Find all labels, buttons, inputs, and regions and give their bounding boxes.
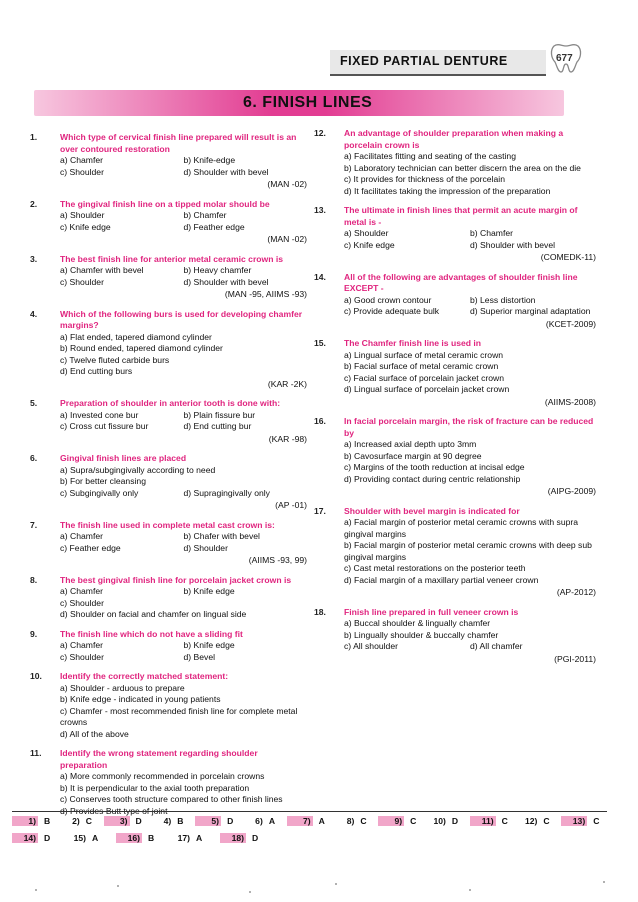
question-item xyxy=(30,199,307,246)
answer-value: C xyxy=(543,815,550,826)
answer-number: 14) xyxy=(12,833,38,843)
option: d) Superior marginal adaptation xyxy=(470,306,591,316)
question-text: Which of the following burs is used for developing chamfer margins? xyxy=(60,308,303,330)
question-text: Gingival finish lines are placed xyxy=(60,453,187,463)
option: c) Cast metal restorations on the posterior teeth xyxy=(344,563,526,573)
exam-source: (AP-2012) xyxy=(556,587,596,597)
question-number: 18. xyxy=(314,606,326,617)
question-text: In facial porcelain margin, the risk of fracture can be reduced by xyxy=(344,416,594,438)
answer-item xyxy=(12,833,64,843)
option: d) Lingual surface of porcelain jacket crown xyxy=(344,384,510,394)
answer-value: D xyxy=(227,815,234,826)
question-text: Identify the wrong statement regarding shoulder preparation xyxy=(60,748,258,770)
option: b) Facial surface of metal ceramic crown xyxy=(344,361,499,371)
option: a) Good crown contour xyxy=(344,294,432,305)
option-row xyxy=(60,488,307,500)
option: b) Chamfer xyxy=(183,210,227,220)
option: a) Shoulder xyxy=(344,228,389,238)
answer-row xyxy=(12,829,607,846)
question-item xyxy=(30,254,307,301)
exam-source: (KAR -98) xyxy=(268,433,307,444)
option: a) Facial margin of posterior metal ceramic crowns with supra gingival margins xyxy=(344,517,579,539)
option: a) Shoulder - arduous to prepare xyxy=(60,682,185,693)
option: d) Feather edge xyxy=(183,221,245,232)
question-number: 12. xyxy=(314,128,326,138)
option-row xyxy=(60,543,307,555)
answer-value: C xyxy=(501,815,508,826)
option: b) Round ended, tapered diamond cylinder xyxy=(60,343,223,353)
option-row xyxy=(60,410,307,422)
option: b) Knife-edge xyxy=(183,155,236,165)
question-text: The finish line used in complete metal cast crown is: xyxy=(60,519,275,530)
answer-value: C xyxy=(360,815,367,826)
option-row xyxy=(60,265,307,277)
option-list xyxy=(344,517,596,586)
question-item xyxy=(314,205,596,264)
option-list xyxy=(60,155,307,178)
option-list xyxy=(344,350,596,396)
exam-source: (AIIMS-2008) xyxy=(544,396,596,407)
right-question-column xyxy=(314,128,596,673)
option-row xyxy=(60,167,307,179)
question-item xyxy=(30,671,307,740)
option: c) Conserves tooth structure compared to other finish lines xyxy=(60,794,283,804)
option: d) Shoulder on facial and chamfer on lingual side xyxy=(60,609,247,619)
question-text: The finish line which do not have a sliding fit xyxy=(60,628,243,639)
option-row xyxy=(60,531,307,543)
answer-value: B xyxy=(148,832,155,843)
option-row xyxy=(344,240,596,252)
option: b) Facial margin of posterior metal ceramic crowns with deep sub gingival margins xyxy=(344,540,592,562)
question-number: 8. xyxy=(30,574,38,585)
option-list xyxy=(60,265,307,288)
option: d) It facilitates taking the impression of the preparation xyxy=(344,185,551,196)
question-text: The best finish line for anterior metal ceramic crown is xyxy=(60,253,284,264)
question-number: 7. xyxy=(30,519,38,530)
option: c) Subgingivally only xyxy=(60,487,139,498)
option-list xyxy=(60,531,307,554)
question-item xyxy=(314,416,596,498)
option: c) Knife edge xyxy=(60,221,111,232)
answer-number: 5) xyxy=(195,816,221,826)
option-list xyxy=(60,683,307,741)
question-number: 15. xyxy=(314,338,326,348)
option-list xyxy=(344,439,596,485)
answer-item xyxy=(561,816,607,826)
option: b) Heavy chamfer xyxy=(183,265,252,275)
option: a) Chamfer xyxy=(60,531,103,541)
answer-number: 17) xyxy=(177,832,190,843)
option-row xyxy=(60,421,307,433)
exam-source: (MAN -02) xyxy=(267,179,307,189)
answer-number: 11) xyxy=(470,816,496,826)
option-row xyxy=(60,155,307,167)
option: c) Shoulder xyxy=(60,597,104,608)
question-number: 4. xyxy=(30,308,38,319)
question-number: 13. xyxy=(314,205,326,215)
option: d) Facial margin of a maxillary partial veneer crown xyxy=(344,574,539,585)
question-text: The gingival finish line on a tipped molar should be xyxy=(60,198,270,209)
answer-value: B xyxy=(44,815,51,826)
option: c) Chamfer - most recommended finish line for complete metal crowns xyxy=(60,705,298,727)
option: a) Chamfer xyxy=(60,586,103,596)
option: c) Knife edge xyxy=(344,239,395,250)
chapter-title: 6. FINISH LINES xyxy=(243,94,373,111)
option: a) Supra/subgingivally according to need xyxy=(60,464,216,475)
option: b) Knife edge - indicated in young patients xyxy=(60,694,221,704)
option: d) All of the above xyxy=(60,728,129,739)
answer-number: 8) xyxy=(346,815,355,826)
answer-value: D xyxy=(252,832,259,843)
option: c) It provides for thickness of the porcelain xyxy=(344,174,505,184)
question-text: Identify the correctly matched statement: xyxy=(60,671,229,681)
answer-value: D xyxy=(44,832,51,843)
answer-value: D xyxy=(451,815,459,826)
option: a) Buccal shoulder & lingually chamfer xyxy=(344,618,491,628)
question-item xyxy=(314,506,596,599)
answer-value: A xyxy=(318,815,325,826)
question-item xyxy=(30,132,307,191)
option-row xyxy=(60,640,307,652)
question-item xyxy=(30,309,307,391)
question-number: 14. xyxy=(314,271,326,282)
option-list xyxy=(60,465,307,500)
option-row xyxy=(344,295,596,307)
question-number: 17. xyxy=(314,505,326,516)
exam-source: (MAN -95, AIIMS -93) xyxy=(224,289,307,299)
option: b) Knife edge xyxy=(183,640,235,650)
question-item xyxy=(314,338,596,408)
question-number: 1. xyxy=(30,132,38,142)
option: c) Shoulder xyxy=(60,276,104,287)
answer-number: 12) xyxy=(525,815,538,826)
option: a) Increased axial depth upto 3mm xyxy=(344,439,477,449)
option: c) Shoulder xyxy=(60,651,104,662)
answer-item xyxy=(220,833,272,843)
option: b) Lingually shoulder & buccally chamfer xyxy=(344,629,499,640)
answer-item xyxy=(58,816,104,826)
option-list xyxy=(344,295,596,318)
option: b) Chamfer xyxy=(470,228,513,238)
answer-item xyxy=(195,816,241,826)
option: a) More commonly recommended in porcelain crowns xyxy=(60,771,265,781)
answer-item xyxy=(378,816,424,826)
option-list xyxy=(344,228,596,251)
option: b) For better cleansing xyxy=(60,476,146,486)
answer-number: 6) xyxy=(255,815,263,826)
answer-item xyxy=(168,833,220,843)
question-text: The best gingival finish line for porcelain jacket crown is xyxy=(60,574,292,585)
option-list xyxy=(60,640,307,663)
answer-value: D xyxy=(135,815,142,826)
answer-item xyxy=(149,816,195,826)
question-number: 2. xyxy=(30,198,38,209)
answer-value: A xyxy=(196,832,203,843)
scan-dots xyxy=(0,870,638,900)
option-row xyxy=(60,222,307,234)
answer-number: 16) xyxy=(116,833,142,843)
exam-source: (MAN -02) xyxy=(267,234,307,244)
option-list xyxy=(60,586,307,621)
answer-item xyxy=(64,833,116,843)
answer-value: A xyxy=(268,815,276,826)
answer-number: 1) xyxy=(12,816,38,826)
option: d) Shoulder with bevel xyxy=(183,166,269,177)
option: a) Chamfer xyxy=(60,640,103,650)
page-header-title: FIXED PARTIAL DENTURE xyxy=(340,54,508,68)
exam-source: (COMEDK-11) xyxy=(540,252,596,262)
option: a) Facilitates fitting and seating of the casting xyxy=(344,151,516,161)
answer-number: 15) xyxy=(73,832,86,843)
option: d) Bevel xyxy=(183,651,216,662)
question-item xyxy=(30,398,307,445)
option-list xyxy=(60,332,307,378)
answer-item xyxy=(241,816,287,826)
question-text: The ultimate in finish lines that permit an acute margin of metal is - xyxy=(344,205,578,227)
option-list xyxy=(60,410,307,433)
question-item xyxy=(30,453,307,512)
option: c) Provide adequate bulk xyxy=(344,306,440,316)
answer-item xyxy=(424,816,470,826)
question-item xyxy=(30,748,307,817)
question-text: Preparation of shoulder in anterior tooth is done with: xyxy=(60,398,281,408)
answer-number: 9) xyxy=(378,816,404,826)
answer-item xyxy=(287,816,333,826)
answer-number: 7) xyxy=(287,816,313,826)
option: d) Shoulder with bevel xyxy=(183,276,269,287)
answer-item xyxy=(332,816,378,826)
option: a) Shoulder xyxy=(60,210,105,220)
option: d) Provides Butt type of joint xyxy=(60,805,168,816)
answer-number: 18) xyxy=(220,833,246,843)
exam-source: (AIIMS -93, 99) xyxy=(248,555,307,565)
option: b) Plain fissure bur xyxy=(183,409,256,420)
option: c) Cross cut fissure bur xyxy=(60,421,149,431)
option-row xyxy=(60,210,307,222)
question-item xyxy=(314,607,596,666)
question-item xyxy=(30,629,307,664)
answer-value: B xyxy=(177,815,184,826)
answer-value: C xyxy=(593,815,600,826)
option: c) All shoulder xyxy=(344,641,398,651)
option: b) Knife edge xyxy=(183,586,235,596)
option-row xyxy=(60,586,307,598)
question-item xyxy=(314,128,596,197)
option: a) Chamfer with bevel xyxy=(60,265,144,275)
option: c) Feather edge xyxy=(60,542,121,553)
answer-number: 4) xyxy=(163,815,172,826)
option-list xyxy=(344,151,596,197)
question-item xyxy=(30,575,307,621)
exam-source: (AP -01) xyxy=(275,500,307,510)
answer-value: C xyxy=(85,815,92,826)
option: a) Flat ended, tapered diamond cylinder xyxy=(60,331,212,342)
option: d) Providing contact during centric relationship xyxy=(344,473,521,484)
option-row xyxy=(344,228,596,240)
option: d) Supragingivally only xyxy=(183,487,270,498)
question-text: The Chamfer finish line is used in xyxy=(344,338,482,348)
answer-number: 13) xyxy=(561,816,587,826)
question-item xyxy=(314,272,596,331)
exam-source: (KAR -2K) xyxy=(267,378,307,389)
option: b) It is perpendicular to the axial tooth preparation xyxy=(60,782,250,793)
answer-row xyxy=(12,812,607,829)
option-list xyxy=(344,618,596,653)
question-text: Finish line prepared in full veneer crown is xyxy=(344,606,519,617)
option-row xyxy=(344,306,596,318)
option: c) Margins of the tooth reduction at incisal edge xyxy=(344,462,525,472)
left-question-column xyxy=(30,132,307,825)
question-text: All of the following are advantages of shoulder finish line EXCEPT - xyxy=(344,271,578,293)
option: b) Laboratory technician can better discern the area on the die xyxy=(344,162,581,173)
option-row xyxy=(344,641,596,653)
option: d) End cutting burs xyxy=(60,366,133,376)
question-number: 9. xyxy=(30,628,38,639)
answer-item xyxy=(116,833,168,843)
question-text: Shoulder with bevel margin is indicated for xyxy=(344,505,520,516)
option: b) Chafer with bevel xyxy=(183,531,260,541)
option: d) All chamfer xyxy=(470,641,523,651)
question-text: An advantage of shoulder preparation when making a porcelain crown is xyxy=(344,128,564,150)
question-number: 16. xyxy=(314,416,326,426)
question-number: 6. xyxy=(30,453,38,463)
answer-value: C xyxy=(410,815,417,826)
option: d) Shoulder xyxy=(183,542,228,553)
exam-source: (PGI-2011) xyxy=(554,653,596,664)
answer-value: A xyxy=(92,832,99,843)
answer-item xyxy=(515,816,561,826)
option: b) Less distortion xyxy=(470,294,536,305)
option: c) Twelve fluted carbide burs xyxy=(60,354,170,365)
option-row xyxy=(60,277,307,289)
option: a) Chamfer xyxy=(60,155,103,165)
page-number: 677 xyxy=(556,53,573,64)
answer-item xyxy=(12,816,58,826)
answer-number: 2) xyxy=(72,815,80,826)
exam-source: (KCET-2009) xyxy=(545,318,596,329)
answer-item xyxy=(470,816,516,826)
question-number: 5. xyxy=(30,398,38,408)
option: b) Cavosurface margin at 90 degree xyxy=(344,450,482,461)
option: d) End cutting bur xyxy=(183,421,252,431)
question-number: 11. xyxy=(30,748,42,758)
option: a) Lingual surface of metal ceramic crown xyxy=(344,349,504,360)
option: d) Shoulder with bevel xyxy=(470,239,556,250)
option: c) Facial surface of porcelain jacket crown xyxy=(344,372,505,383)
answer-number: 3) xyxy=(104,816,130,826)
exam-source: (AIPG-2009) xyxy=(547,486,596,496)
question-item xyxy=(30,520,307,567)
option: a) Invested cone bur xyxy=(60,409,139,420)
question-text: Which type of cervical finish line prepared will result is an over contoured restoration xyxy=(60,132,297,154)
option-row xyxy=(60,652,307,664)
answer-item xyxy=(104,816,150,826)
option: c) Shoulder xyxy=(60,166,104,177)
question-number: 10. xyxy=(30,671,42,681)
answer-number: 10) xyxy=(433,815,446,826)
answer-key xyxy=(12,811,607,846)
option-list xyxy=(60,210,307,233)
question-number: 3. xyxy=(30,253,38,264)
